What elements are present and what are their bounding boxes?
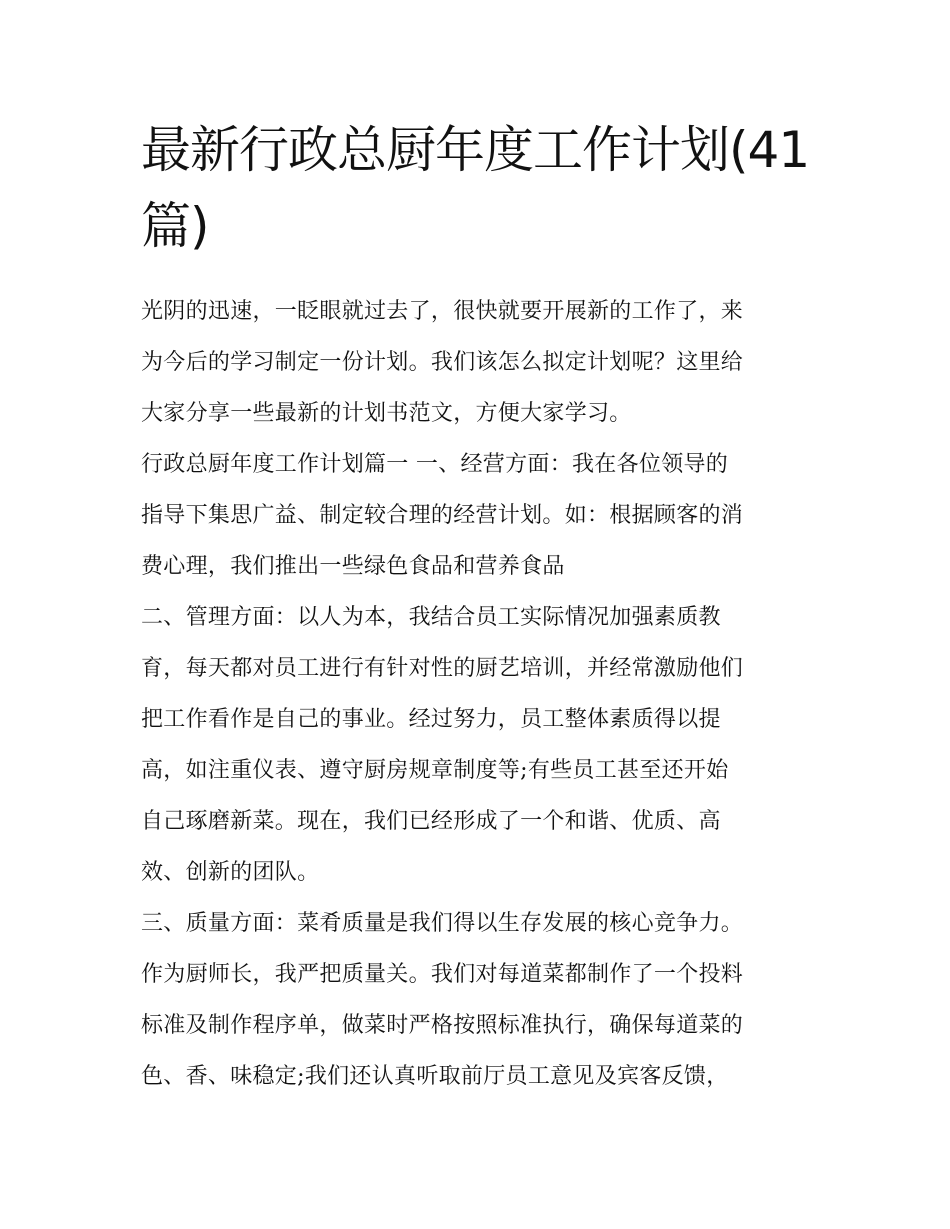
body-line: 效、创新的团队。 xyxy=(141,860,320,885)
body-line: 色、香、味稳定;我们还认真听取前厅员工意见及宾客反馈， xyxy=(141,1064,729,1089)
title-line-2: 篇) xyxy=(141,197,209,255)
document-title xyxy=(141,112,815,264)
body-line: 大家分享一些最新的计划书范文，方便大家学习。 xyxy=(141,401,632,426)
body-line: 把工作看作是自己的事业。经过努力，员工整体素质得以提 xyxy=(141,707,721,732)
title-line-1: 最新行政总厨年度工作计划(41 xyxy=(141,121,810,179)
body-line: 费心理，我们推出一些绿色食品和营养食品 xyxy=(141,554,565,579)
body-line: 作为厨师长，我严把质量关。我们对每道菜都制作了一个投料 xyxy=(141,962,744,987)
body-line: 为今后的学习制定一份计划。我们该怎么拟定计划呢？这里给 xyxy=(141,350,744,375)
body-line: 三、质量方面：菜肴质量是我们得以生存发展的核心竞争力。 xyxy=(141,911,744,936)
body-line: 自己琢磨新菜。现在，我们已经形成了一个和谐、优质、高 xyxy=(141,809,721,834)
body-line: 光阴的迅速，一眨眼就过去了，很快就要开展新的工作了，来 xyxy=(141,299,744,324)
body-line: 高，如注重仪表、遵守厨房规章制度等;有些员工甚至还开始 xyxy=(141,758,729,783)
body-line: 行政总厨年度工作计划篇一 一、经营方面：我在各位领导的 xyxy=(141,452,729,477)
body-line: 育，每天都对员工进行有针对性的厨艺培训，并经常激励他们 xyxy=(141,656,744,681)
document-body xyxy=(141,286,815,1102)
body-line: 指导下集思广益、制定较合理的经营计划。如：根据顾客的消 xyxy=(141,503,744,528)
body-line: 二、管理方面：以人为本，我结合员工实际情况加强素质教 xyxy=(141,605,721,630)
document-page xyxy=(141,112,815,1102)
body-line: 标准及制作程序单，做菜时严格按照标准执行，确保每道菜的 xyxy=(141,1013,744,1038)
